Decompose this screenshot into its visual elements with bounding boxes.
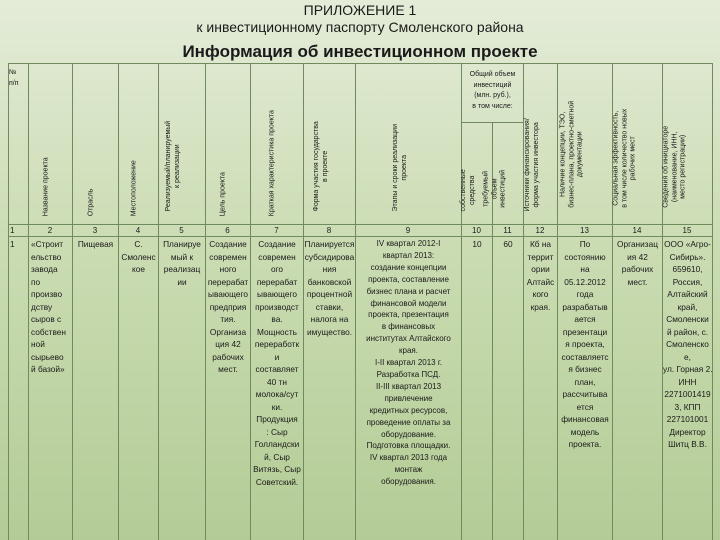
col-number: 2: [47, 226, 53, 235]
col-header-industry: Отрасль: [87, 188, 94, 216]
cell-concept: По состоянию на 05.12.2012 года разрабатыв ается презентаци я проекта, составляетс я бизнес план, рассчитыва ется финансовая модель проекта.: [561, 239, 609, 449]
col-header-stages: Этапы и сроки реализации проекта: [391, 124, 407, 212]
col-header-social: Социальная эффективность, в том числе количество новых рабочих мест: [612, 108, 636, 208]
cell-project-name: «Строит ельство завода по произво дству сыров с собствен ной сырьево й базой»: [31, 239, 66, 374]
col-number: 5: [179, 226, 184, 235]
col-number: 4: [135, 226, 141, 235]
col-header-state-form: Форма участия государства в проекте: [312, 121, 328, 212]
col-number: 11: [503, 226, 512, 235]
col-header-project-name: Название проекта: [42, 156, 49, 216]
col-number: 12: [535, 226, 545, 235]
page-subtitle: к инвестиционному паспорту Смоленского района: [196, 19, 524, 35]
col-header-goal: Цель проекта: [219, 171, 227, 216]
col-number: 15: [682, 226, 692, 235]
col-number: 7: [274, 226, 279, 235]
cell-state-form: Планируется субсидирова ния банковской процентной ставки, налога на имущество.: [304, 239, 355, 337]
col-header-concept: Наличие концепции, ТЭО, бизнес-плана, проектно-сметной документации: [559, 100, 584, 208]
cell-stages: IV квартал 2012-I квартал 2013: создание концепции проекта, составление бизнес плана и расчет финансовой модели проекта, презентация в финансовых институтах Алтайского края. I-II квартал 2013 г. Разработка ПСД. II-III квартал 2013 привлечение кредитных ресурсов, проведение оплаты за оборудование. Подготовка площадки. IV квартал 2013 года монтаж оборудования.: [366, 239, 451, 487]
cell-description: Создание современ ого перерабат ывающего производст ва. Мощность переработк и составляет 40 тн молока/сут ки. Продукция : Сыр Голландски й, Сыр Витязь, Сыр Советский.: [253, 239, 301, 487]
cell-row-number: 1: [10, 239, 15, 249]
col-header-description: Краткая характеристика проекта: [268, 109, 276, 216]
cell-industry: Пищевая: [77, 239, 114, 249]
col-header-initiator: Сведения об инициаторе (наименование, ИНН, место регистрации): [662, 125, 686, 208]
col-number: 10: [472, 226, 481, 235]
cell-social: Организац ия 42 рабочих мест.: [617, 239, 658, 287]
col-number: 3: [92, 226, 98, 235]
col-header-own-funds: собственные средства: [460, 169, 476, 212]
col-header-location: Местоположение: [130, 159, 137, 216]
col-number: 6: [225, 226, 230, 235]
col-header-sources: Источники финансирования/ форма участия инвестора: [523, 118, 539, 212]
page-title-appendix: ПРИЛОЖЕНИЕ 1: [303, 2, 417, 18]
cell-sources: Кб на террит ории Алтайс кого края.: [526, 239, 555, 312]
col-number: 14: [632, 226, 642, 235]
col-number: 8: [326, 226, 332, 235]
col-header-status: Реализуемый/планируемый к реализации: [165, 120, 181, 212]
col-header-number: № п/п: [9, 69, 19, 87]
cell-initiator: ООО «Агро- Сибирь». 659610, Россия, Алтайский край, Смоленски й район, с. Смоленско е, ул. Горная 2. ИНН 2271001419 3, КПП 227101001 Директор Шитц В.В.: [663, 239, 713, 449]
col-number: 1: [10, 226, 15, 235]
cell-required: 60: [503, 239, 513, 249]
cell-goal: Создание современ ного перерабат ывающего предприя тия. Организа ция 42 рабочих мест.: [207, 239, 249, 374]
cell-own-funds: 10: [472, 239, 482, 249]
col-header-required: требуемый объем инвестиций: [482, 169, 507, 208]
col-header-total-investment: Общий объем инвестиций (млн. руб.), в том числе:: [469, 71, 516, 110]
cell-location: С. Смоленс кое: [121, 239, 156, 274]
col-number: 13: [580, 226, 589, 235]
page-title: Информация об инвестиционном проекте: [182, 42, 538, 61]
col-number: 9: [405, 226, 411, 235]
cell-status: Планируе мый к реализац ии: [163, 239, 201, 287]
